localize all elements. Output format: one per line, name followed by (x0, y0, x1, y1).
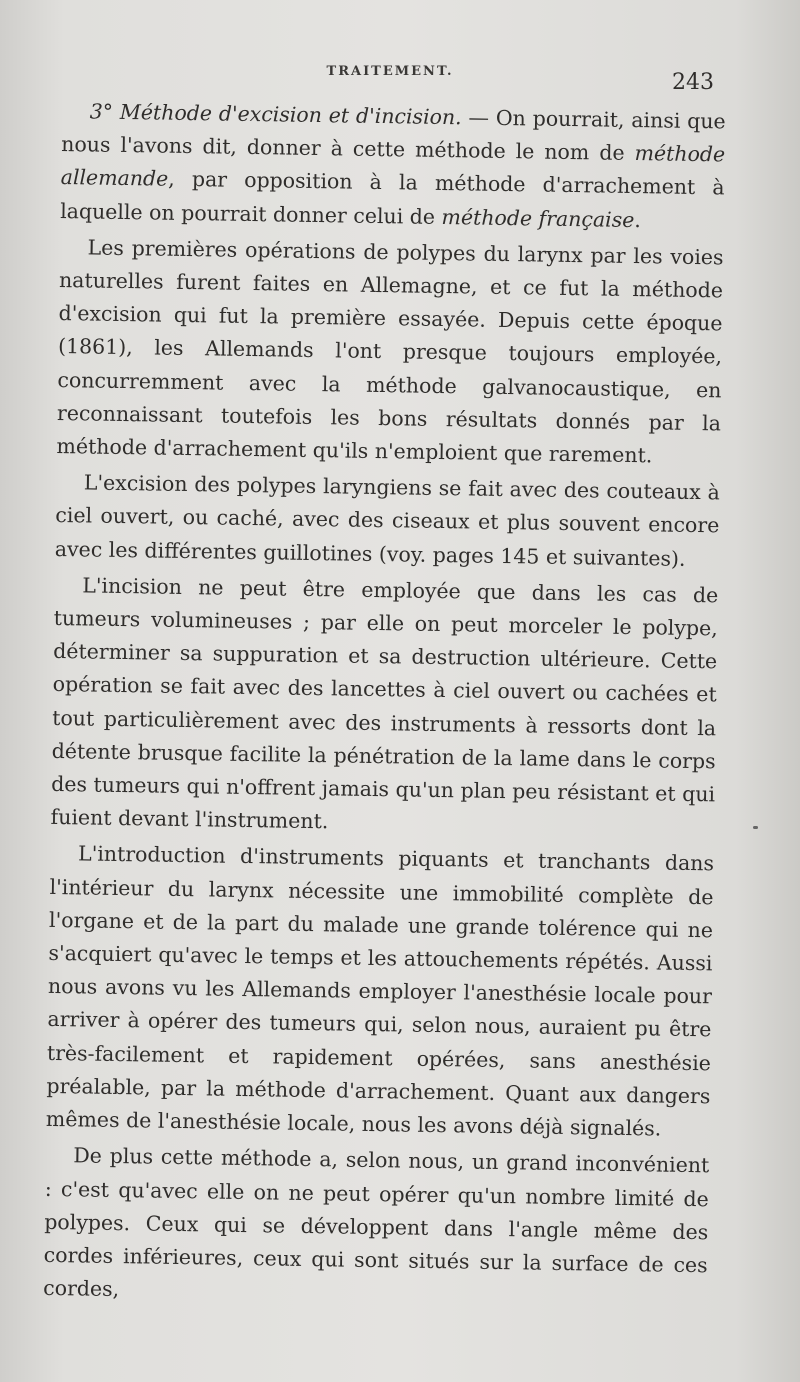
section-heading: 3° Méthode d'excision et d'incision. (89, 99, 462, 130)
margin-speck (753, 826, 758, 829)
term-methode-francaise: méthode française (441, 204, 635, 232)
paragraph-1-text-c: . (634, 207, 642, 232)
page-number: 243 (672, 70, 714, 95)
paragraph-4: L'incision ne peut être employée que dans les cas de tumeurs volumineuses ; par elle on peut morceler le polype, déterminer sa suppuration et sa destruction ultérieure. Cette opération se fait avec des lancettes à ciel ouvert ou cachées et tout particulièrement avec des instruments à ressorts dont la détente brusque facilite la pénétration de la lame dans le corps des tumeurs qui n'offrent jamais qu'un plan peu résistant et qui fuient devant l'instrument. (50, 573, 719, 834)
page-header (60, 62, 720, 95)
paragraph-1 (60, 95, 726, 238)
term-methode-allemande: méthode allemande (60, 141, 726, 192)
paragraph-1-text-b: , par opposition à la méthode d'arrachement à laquelle on pourrait donner celui de (59, 167, 725, 229)
paragraph-2: Les premières opérations de polypes du larynx par les voies naturelles furent faites en Allemagne, et ce fut la méthode d'excision qui fut la première essayée. Depuis cette époque (1861), les Allemands l'ont presque toujours employée, concurremment avec la méthode galvanocaustique, en reconnaissant toutefois les bons résultats donnés par la méthode d'arrachement qu'ils n'emploient que rarement. (56, 235, 724, 468)
paragraph-1-text-a: — On pourrait, ainsi que nous l'avons dit, donner à cette méthode le nom de (61, 105, 726, 166)
paragraph-5: L'introduction d'instruments piquants et tranchants dans l'intérieur du larynx nécessite une immobilité complète de l'organe et de la part du malade une grande tolérence qui ne s'acquiert qu'avec le temps et les attouchements répétés. Aussi nous avons vu les Allemands employer l'anesthésie locale pour arriver à opérer des tumeurs qui, selon nous, auraient pu être très-facilement et rapidement opérées, sans anesthésie préalable, par la méthode d'arrachement. Quant aux dangers mêmes de l'anesthésie locale, nous les avons déjà signalés. (45, 841, 715, 1141)
paragraph-6: De plus cette méthode a, selon nous, un grand inconvénient : c'est qu'avec elle on ne peut opérer qu'un nombre limité de polypes. Ceux qui se développent dans l'angle même des cordes inférieures, ceux qui sont situés sur la surface de ces cordes, (43, 1143, 710, 1302)
paragraph-3: L'excision des polypes laryngiens se fait avec des couteaux à ciel ouvert, ou caché, avec des ciseaux et plus souvent encore avec les différentes guillotines (voy. pages 145 et suivantes). (54, 470, 721, 571)
running-head: TRAITEMENT. (326, 64, 454, 79)
body-text (43, 95, 726, 1316)
